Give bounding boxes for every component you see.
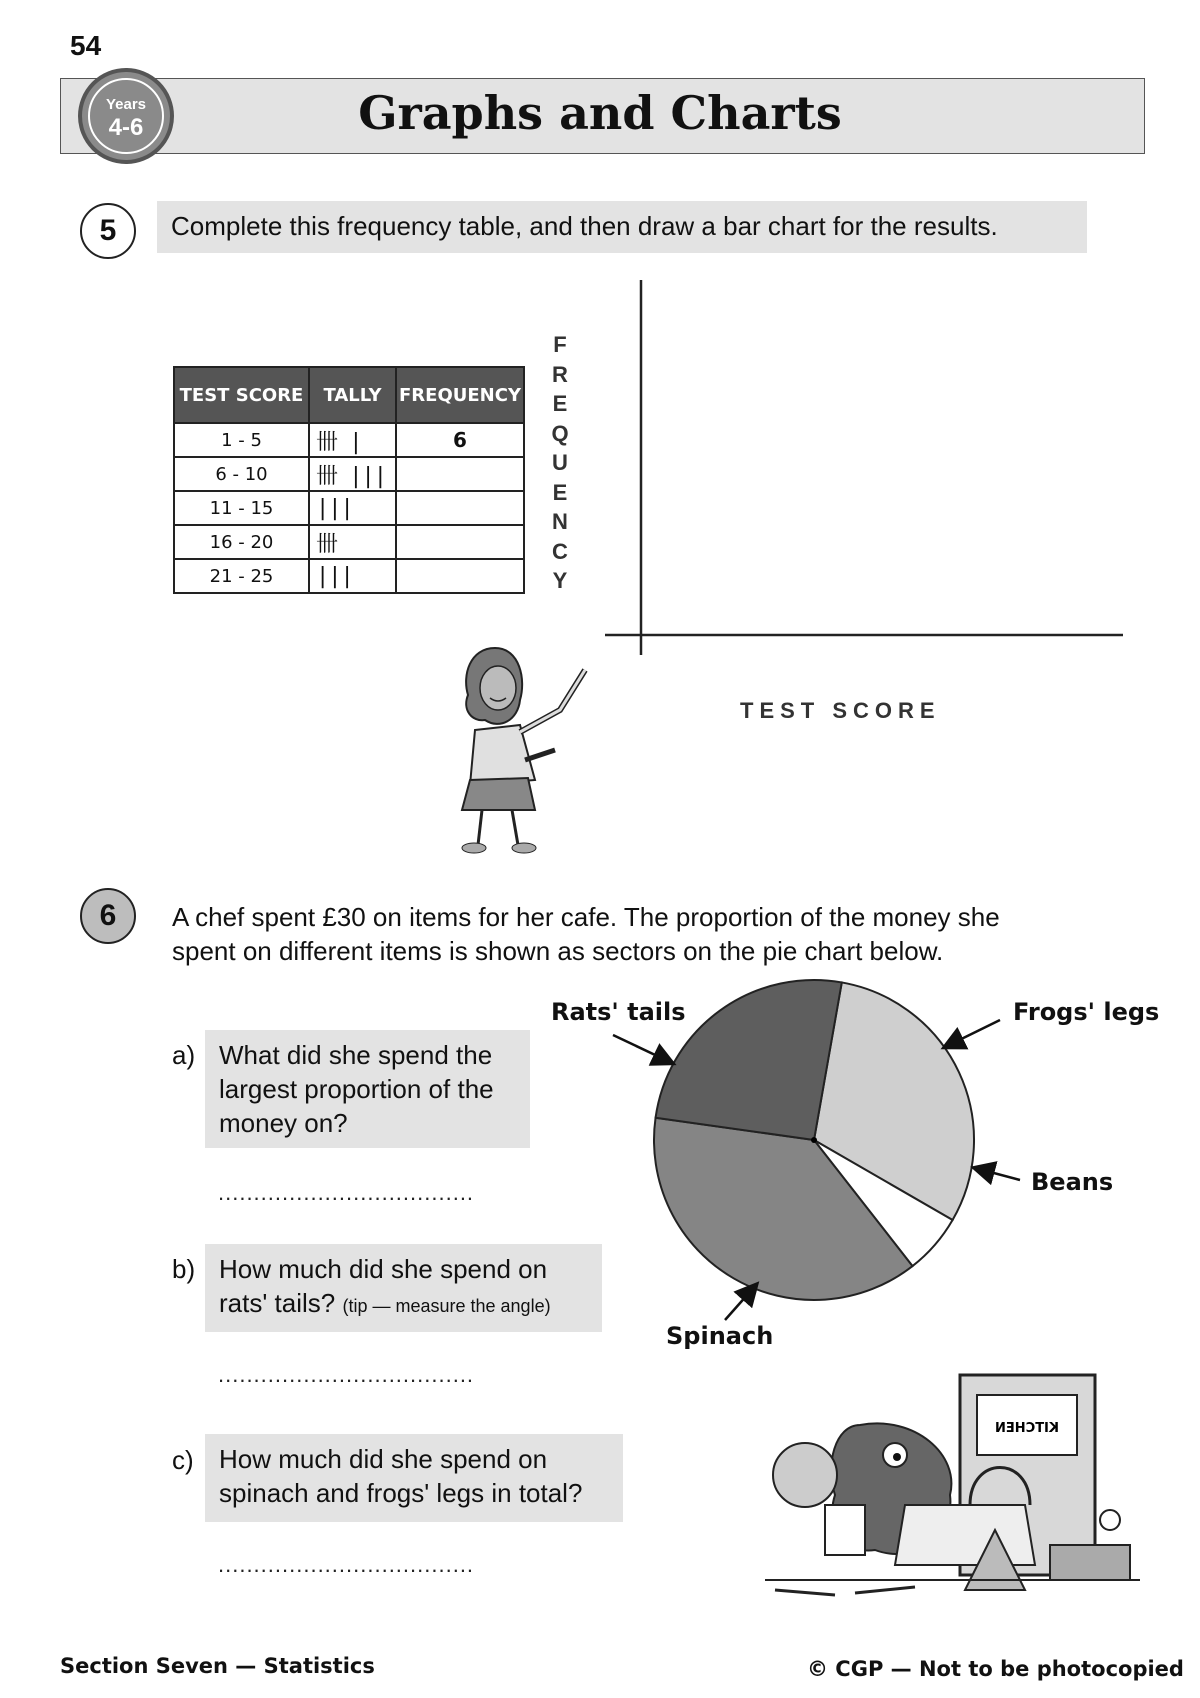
score-cell: 16 - 20 bbox=[174, 525, 309, 559]
part-c-letter: c) bbox=[172, 1445, 194, 1475]
score-cell: 21 - 25 bbox=[174, 559, 309, 593]
question-5-number: 5 bbox=[80, 203, 136, 259]
pie-label-frogs-legs: Frogs' legs bbox=[1013, 998, 1160, 1026]
part-a-letter: a) bbox=[172, 1040, 196, 1070]
frequency-cell[interactable]: 6 bbox=[396, 423, 524, 457]
page-title: Graphs and Charts bbox=[358, 86, 842, 140]
years-badge bbox=[78, 68, 174, 164]
arrow-beans bbox=[975, 1168, 1020, 1180]
part-a-line3: money on? bbox=[219, 1108, 348, 1138]
frequency-cell[interactable] bbox=[396, 457, 524, 491]
frequency-table bbox=[173, 366, 525, 594]
frequency-axis-label: F R E Q U E N C Y bbox=[551, 332, 569, 593]
question-6-intro-line2: spent on different items is shown as sectors on the pie chart below. bbox=[172, 936, 944, 966]
kitchen-sign: KITCHEN bbox=[995, 1421, 1059, 1436]
table-row bbox=[174, 559, 524, 593]
badge-years-label: Years bbox=[105, 96, 147, 113]
tally-cell: 卌 ||| bbox=[309, 457, 396, 491]
bar-chart-axes[interactable] bbox=[600, 275, 1130, 660]
frequency-cell[interactable] bbox=[396, 491, 524, 525]
tally-cell: 卌 bbox=[309, 525, 396, 559]
frequency-cell[interactable] bbox=[396, 559, 524, 593]
tally-cell: ||| bbox=[309, 559, 396, 593]
part-b-line2: rats' tails? bbox=[219, 1288, 336, 1318]
score-cell: 11 - 15 bbox=[174, 491, 309, 525]
page-number: 54 bbox=[70, 30, 102, 61]
chef-illustration bbox=[765, 1355, 1145, 1605]
question-6-number: 6 bbox=[80, 888, 136, 944]
pie-label-spinach: Spinach bbox=[666, 1322, 774, 1350]
part-b-letter: b) bbox=[172, 1254, 196, 1284]
part-c-question bbox=[205, 1434, 623, 1522]
teacher-illustration bbox=[440, 640, 590, 860]
table-row bbox=[174, 525, 524, 559]
score-cell: 1 - 5 bbox=[174, 423, 309, 457]
part-a-line1: What did she spend the bbox=[219, 1040, 493, 1070]
table-row bbox=[174, 423, 524, 457]
part-b-question bbox=[205, 1244, 602, 1332]
badge-years-range: 4-6 bbox=[108, 114, 144, 141]
frequency-cell[interactable] bbox=[396, 525, 524, 559]
header-tally: TALLY bbox=[309, 367, 396, 423]
footer-section: Section Seven — Statistics bbox=[60, 1654, 375, 1678]
answer-line-c[interactable]: .................................... bbox=[218, 1552, 475, 1577]
part-a-line2: largest proportion of the bbox=[219, 1074, 494, 1104]
table-row bbox=[174, 457, 524, 491]
header-frequency: FREQUENCY bbox=[396, 367, 524, 423]
part-a-question bbox=[205, 1030, 530, 1148]
footer-copyright: © CGP — Not to be photocopied bbox=[807, 1657, 1184, 1681]
answer-line-b[interactable]: .................................... bbox=[218, 1362, 475, 1387]
tally-cell: ||| bbox=[309, 491, 396, 525]
pie-label-beans: Beans bbox=[1031, 1168, 1114, 1196]
pie-label-rats-tails: Rats' tails bbox=[551, 998, 686, 1026]
header-test-score: TEST SCORE bbox=[174, 367, 309, 423]
table-row bbox=[174, 491, 524, 525]
part-b-line1: How much did she spend on bbox=[219, 1254, 548, 1284]
question-5-prompt: Complete this frequency table, and then draw a bar chart for the results. bbox=[157, 201, 1087, 253]
tally-cell: 卌 | bbox=[309, 423, 396, 457]
test-score-axis-label: TEST SCORE bbox=[740, 698, 941, 723]
score-cell: 6 - 10 bbox=[174, 457, 309, 491]
part-c-line2: spinach and frogs' legs in total? bbox=[219, 1478, 583, 1508]
question-6-intro-line1: A chef spent £30 on items for her cafe. The proportion of the money she bbox=[172, 902, 1000, 932]
part-c-line1: How much did she spend on bbox=[219, 1444, 548, 1474]
part-b-tip: (tip — measure the angle) bbox=[342, 1296, 551, 1316]
answer-line-a[interactable]: .................................... bbox=[218, 1180, 475, 1205]
pie-chart bbox=[640, 970, 980, 1310]
